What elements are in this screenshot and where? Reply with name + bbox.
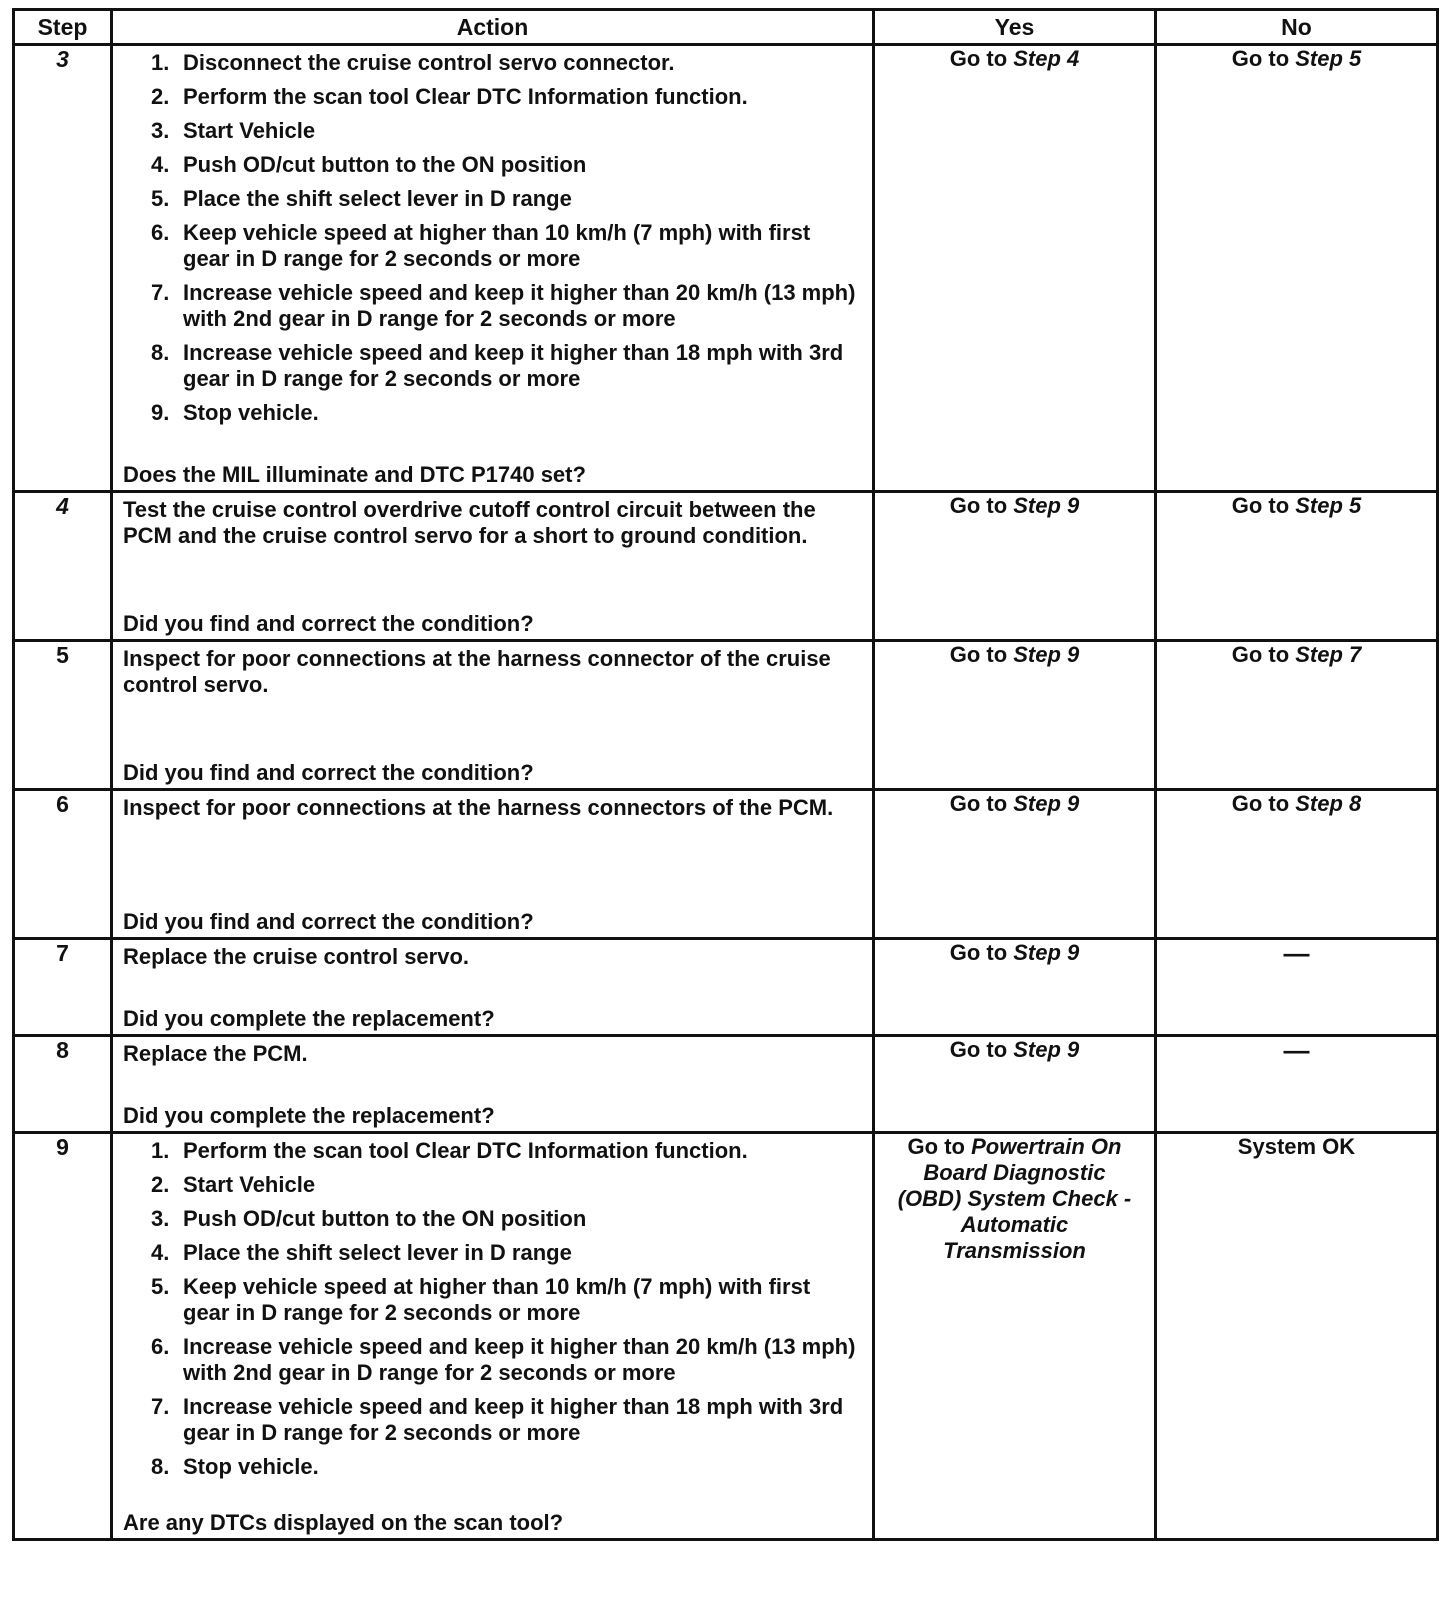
- step-number: 4: [14, 492, 112, 641]
- step-reference: Step 8: [1295, 791, 1362, 816]
- question: Are any DTCs displayed on the scan tool?: [123, 1510, 564, 1535]
- action-cell: [112, 790, 874, 939]
- list-item: 4. Place the shift select lever in D range: [151, 1240, 572, 1265]
- list-item: 2. Start Vehicle: [151, 1172, 316, 1197]
- step-reference: Step 4: [1013, 46, 1080, 71]
- no-cell: Go to Step 8: [1156, 790, 1438, 939]
- action-text: Replace the PCM.: [123, 1041, 308, 1066]
- header-step: Step: [14, 10, 112, 45]
- list-item: 6. Keep vehicle speed at higher than 10 km/h (7 mph) with first gear in D range for 2 seconds or more: [151, 220, 811, 271]
- action-list: [123, 1138, 862, 1480]
- step-reference: Step 5: [1295, 46, 1362, 71]
- step-number: 8: [14, 1036, 112, 1133]
- diagnostic-page: [12, 8, 1436, 1541]
- action-text: Replace the cruise control servo.: [123, 944, 470, 969]
- list-item: 1. Disconnect the cruise control servo connector.: [151, 50, 675, 75]
- diagnostic-table: [12, 8, 1439, 1541]
- header-row: [14, 10, 1438, 45]
- no-cell: Go to Step 5: [1156, 45, 1438, 492]
- question: Did you find and correct the condition?: [123, 909, 534, 934]
- table-row: [14, 1036, 1438, 1133]
- step-number: 5: [14, 641, 112, 790]
- action-list: [123, 50, 862, 426]
- step-reference: Step 5: [1295, 493, 1362, 518]
- no-cell: Go to Step 7: [1156, 641, 1438, 790]
- action-cell: [112, 492, 874, 641]
- list-item: 4. Push OD/cut button to the ON position: [151, 152, 587, 177]
- list-item: 1. Perform the scan tool Clear DTC Information function.: [151, 1138, 748, 1163]
- action-cell: [112, 1133, 874, 1540]
- action-cell: [112, 939, 874, 1036]
- table-row: [14, 641, 1438, 790]
- action-cell: [112, 45, 874, 492]
- action-cell: [112, 641, 874, 790]
- list-item: 3. Start Vehicle: [151, 118, 316, 143]
- no-cell-dash: —: [1156, 939, 1438, 1036]
- list-item: 5. Place the shift select lever in D range: [151, 186, 572, 211]
- step-reference: Step 9: [1013, 940, 1080, 965]
- step-number: 9: [14, 1133, 112, 1540]
- step-reference: Step 9: [1013, 493, 1080, 518]
- no-cell: Go to Step 5: [1156, 492, 1438, 641]
- header-no: No: [1156, 10, 1438, 45]
- step-reference: Step 9: [1013, 791, 1080, 816]
- list-item: 8. Increase vehicle speed and keep it higher than 18 mph with 3rd gear in D range for 2 seconds or more: [151, 340, 844, 391]
- question: Did you complete the replacement?: [123, 1006, 495, 1031]
- step-reference: Step 9: [1013, 1037, 1080, 1062]
- step-number: 7: [14, 939, 112, 1036]
- list-item: 6. Increase vehicle speed and keep it higher than 20 km/h (13 mph) with 2nd gear in D range for 2 seconds or more: [151, 1334, 856, 1385]
- yes-cell: Go to Step 9: [874, 790, 1156, 939]
- yes-cell: Go to Step 9: [874, 492, 1156, 641]
- table-row: [14, 1133, 1438, 1540]
- yes-cell: Go to Step 9: [874, 641, 1156, 790]
- action-text: Inspect for poor connections at the harness connector of the cruise control servo.: [123, 646, 831, 697]
- list-item: 7. Increase vehicle speed and keep it higher than 18 mph with 3rd gear in D range for 2 seconds or more: [151, 1394, 844, 1445]
- table-row: [14, 45, 1438, 492]
- table-row: [14, 790, 1438, 939]
- question: Does the MIL illuminate and DTC P1740 set?: [123, 462, 586, 487]
- table-row: [14, 492, 1438, 641]
- yes-cell: Go to Step 4: [874, 45, 1156, 492]
- yes-cell: Go to Powertrain On Board Diagnostic (OBD) System Check - Automatic Transmission: [874, 1133, 1156, 1540]
- step-number: 3: [14, 45, 112, 492]
- header-action: Action: [112, 10, 874, 45]
- table-row: [14, 939, 1438, 1036]
- list-item: 3. Push OD/cut button to the ON position: [151, 1206, 587, 1231]
- no-cell: System OK: [1156, 1133, 1438, 1540]
- action-text: Inspect for poor connections at the harness connectors of the PCM.: [123, 795, 834, 820]
- question: Did you find and correct the condition?: [123, 760, 534, 785]
- action-cell: [112, 1036, 874, 1133]
- list-item: 7. Increase vehicle speed and keep it higher than 20 km/h (13 mph) with 2nd gear in D range for 2 seconds or more: [151, 280, 856, 331]
- yes-cell: Go to Step 9: [874, 939, 1156, 1036]
- yes-cell: Go to Step 9: [874, 1036, 1156, 1133]
- list-item: 9. Stop vehicle.: [151, 400, 319, 425]
- header-yes: Yes: [874, 10, 1156, 45]
- step-reference: Step 9: [1013, 642, 1080, 667]
- obd-system-check-reference: Powertrain On Board Diagnostic (OBD) System Check - Automatic Transmission: [897, 1134, 1132, 1263]
- no-cell-dash: —: [1156, 1036, 1438, 1133]
- step-number: 6: [14, 790, 112, 939]
- step-reference: Step 7: [1295, 642, 1362, 667]
- list-item: 2. Perform the scan tool Clear DTC Information function.: [151, 84, 748, 109]
- list-item: 8. Stop vehicle.: [151, 1454, 319, 1479]
- question: Did you complete the replacement?: [123, 1103, 495, 1128]
- list-item: 5. Keep vehicle speed at higher than 10 km/h (7 mph) with first gear in D range for 2 seconds or more: [151, 1274, 811, 1325]
- question: Did you find and correct the condition?: [123, 611, 534, 636]
- action-text: Test the cruise control overdrive cutoff control circuit between the PCM and the cruise control servo for a short to ground condition.: [123, 497, 816, 548]
